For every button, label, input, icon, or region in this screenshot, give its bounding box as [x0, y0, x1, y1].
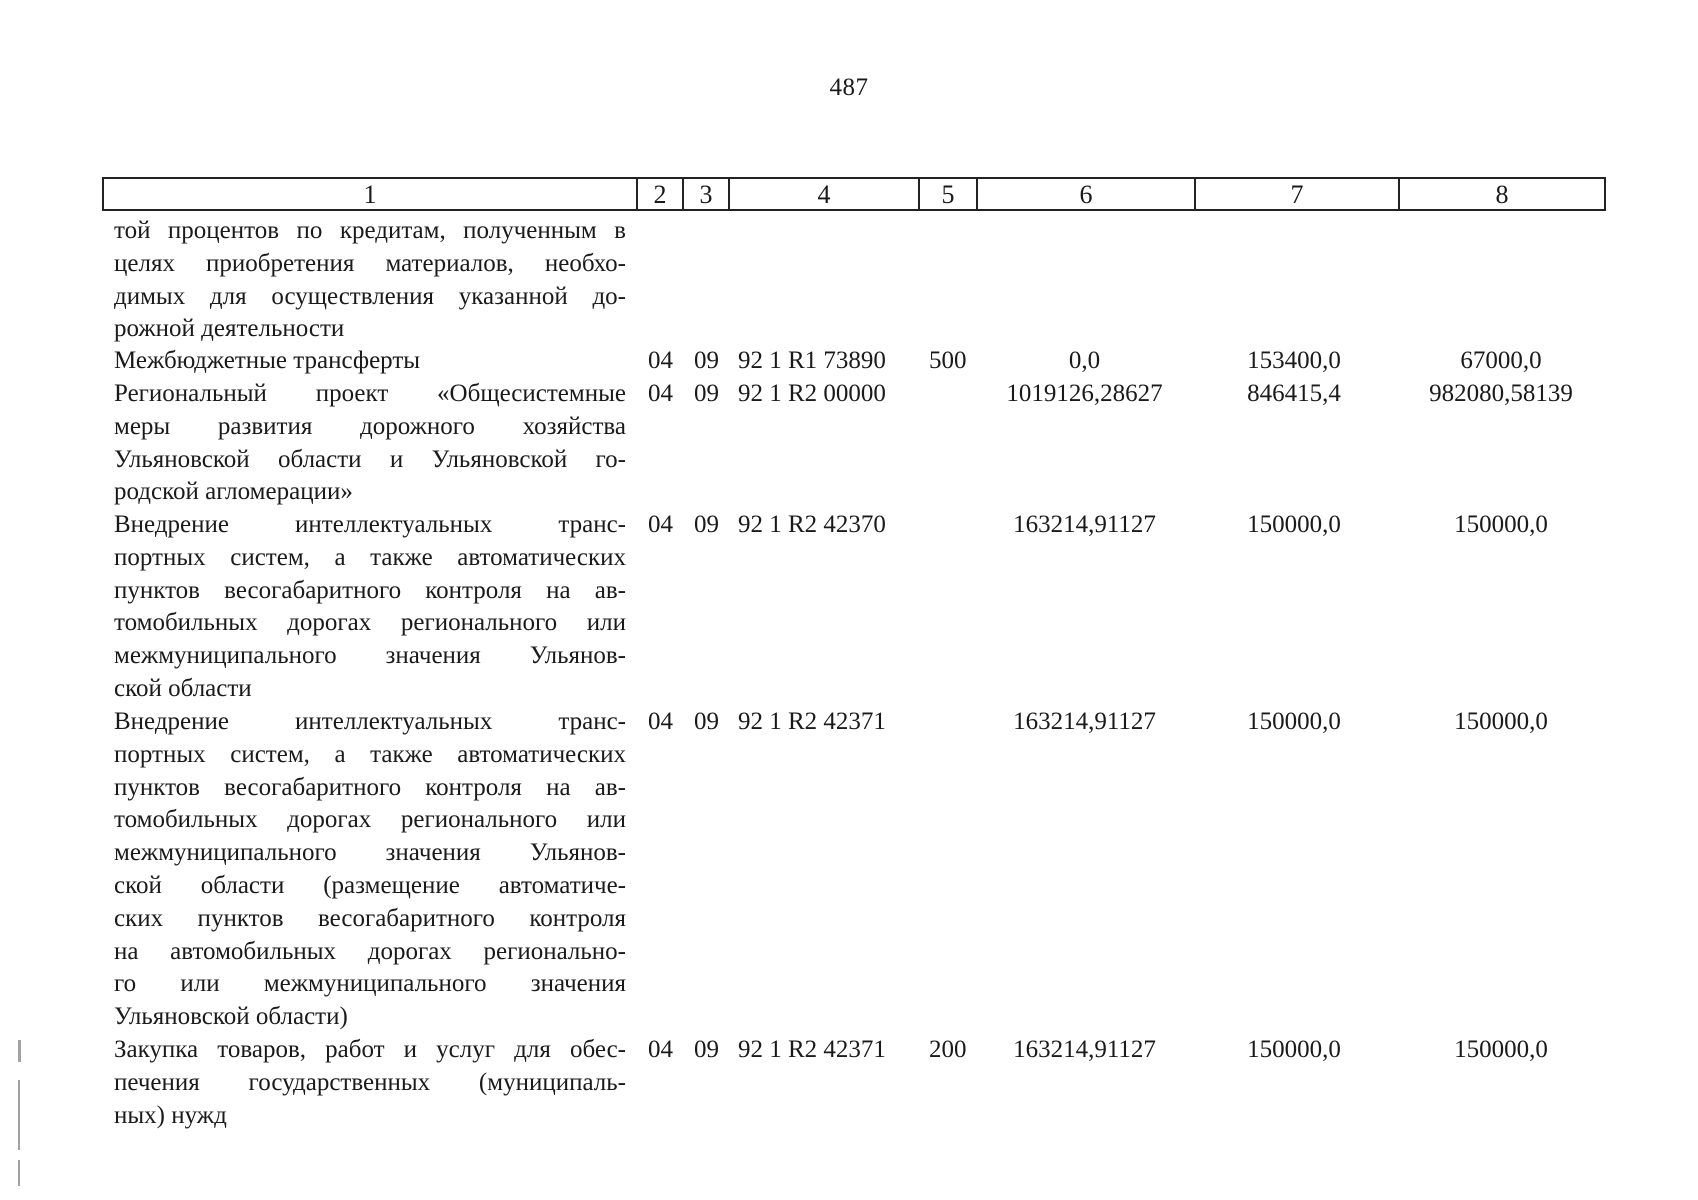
cell-col-4: 92 1 R2 42371: [738, 708, 886, 735]
cell-col-7: 150000,0: [1247, 511, 1341, 538]
description-line: томобильных дорогах регионального или: [114, 806, 626, 834]
column-header-4: 4: [730, 179, 920, 209]
column-header-5: 5: [920, 179, 978, 209]
cell-col-6: 1019126,28627: [1006, 380, 1163, 407]
description-line: Региональный проект «Общесистемные: [114, 380, 626, 407]
row-description: [114, 509, 626, 706]
column-header-2: 2: [638, 179, 684, 209]
cell-col-5: 500: [929, 347, 967, 374]
cell-col-8: 67000,0: [1460, 347, 1542, 374]
description-line: Закупка товаров, работ и услуг для обес-: [114, 1036, 626, 1063]
cell-col-2: 04: [648, 1036, 673, 1063]
cell-col-6: 163214,91127: [1013, 708, 1156, 735]
cell-col-4: 92 1 R2 42371: [738, 1036, 886, 1063]
description-line: димых для осуществления указанной до-: [114, 282, 626, 310]
cell-col-7: 150000,0: [1247, 1036, 1341, 1063]
cell-col-6: 163214,91127: [1013, 1036, 1156, 1063]
description-line: ских пунктов весогабаритного контроля: [114, 904, 626, 932]
description-line: целях приобретения материалов, необхо-: [114, 249, 626, 277]
description-line: пунктов весогабаритного контроля на ав-: [114, 773, 626, 801]
row-description: [114, 378, 626, 509]
description-line: Внедрение интеллектуальных транс-: [114, 708, 626, 735]
cell-col-6: 0,0: [1068, 347, 1101, 374]
cell-col-7: 846415,4: [1247, 380, 1341, 407]
cell-col-2: 04: [648, 708, 673, 735]
cell-col-2: 04: [648, 347, 673, 374]
table-header: [102, 177, 1606, 211]
cell-col-7: 153400,0: [1247, 347, 1341, 374]
description-line: го или межмуниципального значения: [114, 970, 626, 998]
description-line: той процентов по кредитам, полученным в: [114, 217, 626, 244]
cell-col-8: 150000,0: [1454, 1036, 1548, 1063]
cell-col-8: 150000,0: [1454, 511, 1548, 538]
cell-col-3: 09: [694, 511, 719, 538]
description-line: родской агломерации»: [114, 478, 353, 506]
description-line: на автомобильных дорогах регионально-: [114, 937, 626, 965]
cell-col-3: 09: [694, 380, 719, 407]
cell-col-3: 09: [694, 708, 719, 735]
description-line: томобильных дорогах регионального или: [114, 609, 626, 637]
description-line: Ульяновской области и Ульяновской го-: [114, 445, 626, 473]
description-line: межмуниципального значения Ульянов-: [114, 642, 626, 670]
cell-col-2: 04: [648, 511, 673, 538]
description-line: межмуниципального значения Ульянов-: [114, 839, 626, 867]
cell-col-4: 92 1 R1 73890: [738, 347, 886, 374]
description-line: ской области: [114, 674, 252, 702]
description-line: ской области (размещение автоматиче-: [114, 871, 626, 899]
column-header-6: 6: [978, 179, 1196, 209]
description-line: печения государственных (муниципаль-: [114, 1068, 626, 1096]
description-line: пунктов весогабаритного контроля на ав-: [114, 576, 626, 604]
cell-col-4: 92 1 R2 42370: [738, 511, 886, 538]
column-header-1: 1: [104, 179, 638, 209]
row-description: [114, 215, 626, 346]
cell-col-7: 150000,0: [1247, 708, 1341, 735]
scan-artifact: [18, 1160, 20, 1186]
cell-col-8: 982080,58139: [1429, 380, 1573, 407]
scan-artifact: [18, 1080, 20, 1150]
cell-col-2: 04: [648, 380, 673, 407]
row-description: [114, 1034, 626, 1132]
scan-artifact: [18, 1040, 21, 1062]
cell-col-5: 200: [929, 1036, 967, 1063]
description-line: портных систем, а также автоматических: [114, 740, 626, 768]
description-line: Межбюджетные трансферты: [114, 347, 421, 374]
cell-col-6: 163214,91127: [1013, 511, 1156, 538]
column-header-3: 3: [684, 179, 730, 209]
column-header-7: 7: [1196, 179, 1400, 209]
row-description: [114, 345, 626, 378]
description-line: Внедрение интеллектуальных транс-: [114, 511, 626, 538]
cell-col-3: 09: [694, 1036, 719, 1063]
description-line: портных систем, а также автоматических: [114, 543, 626, 571]
cell-col-8: 150000,0: [1454, 708, 1548, 735]
row-description: [114, 706, 626, 1034]
description-line: ных) нужд: [114, 1101, 227, 1129]
description-line: рожной деятельности: [114, 315, 345, 343]
description-line: Ульяновской области): [114, 1003, 348, 1031]
cell-col-4: 92 1 R2 00000: [738, 380, 886, 407]
page-number: 487: [829, 74, 869, 101]
description-line: меры развития дорожного хозяйства: [114, 412, 626, 440]
column-header-8: 8: [1495, 180, 1509, 209]
cell-col-3: 09: [694, 347, 719, 374]
